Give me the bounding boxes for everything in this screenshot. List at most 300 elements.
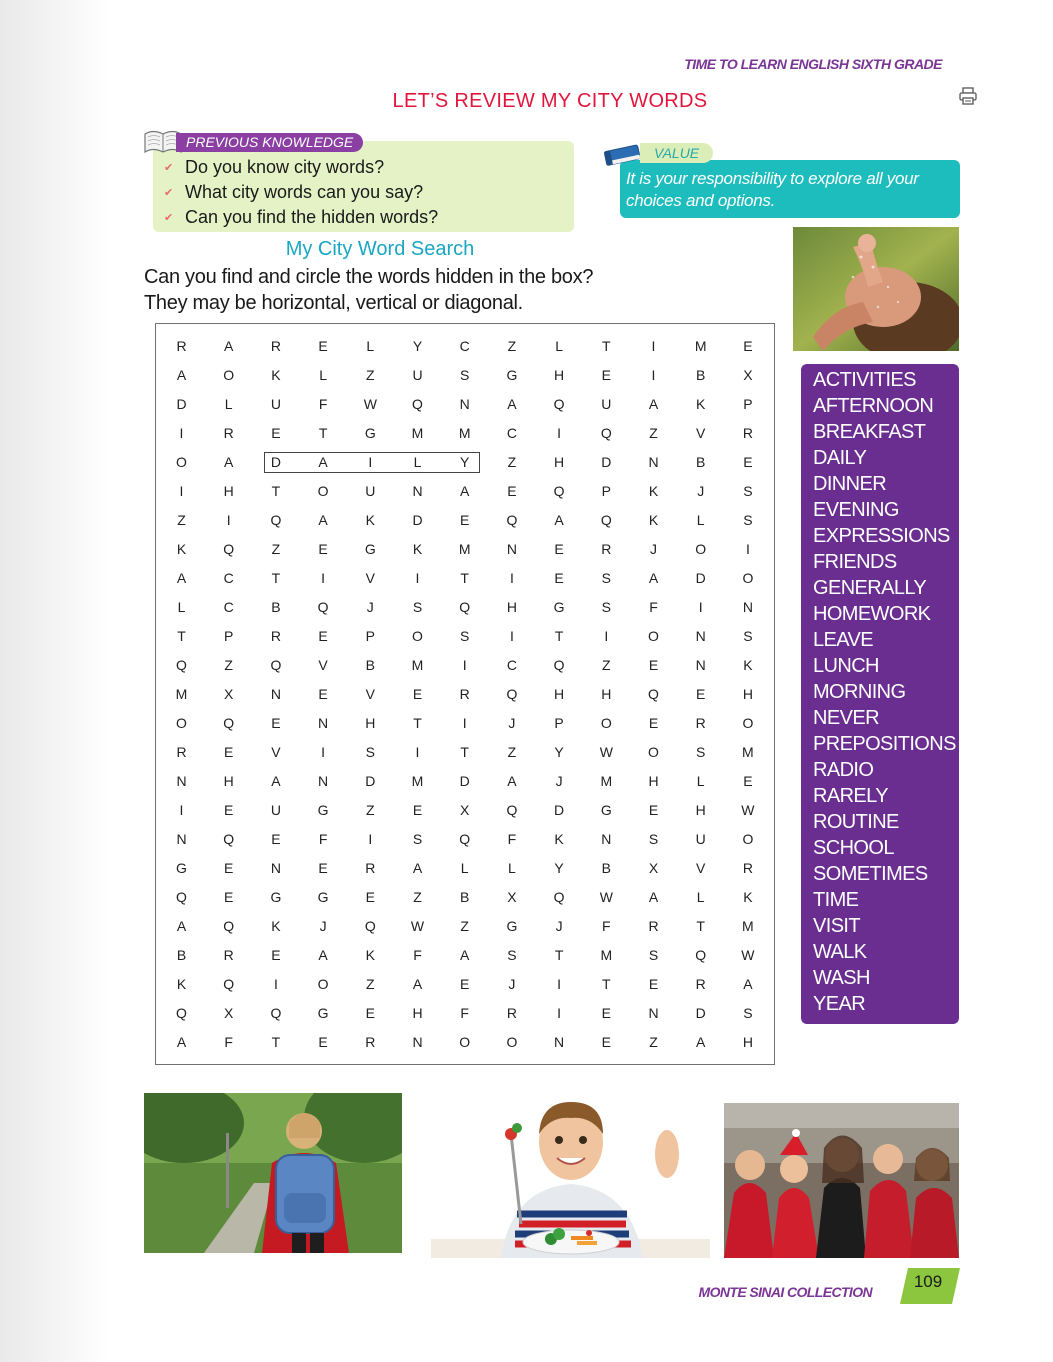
grid-letter[interactable]: A [507, 396, 517, 412]
grid-letter[interactable]: M [411, 773, 424, 789]
grid-letter[interactable]: S [743, 1005, 753, 1021]
grid-letter[interactable]: A [412, 976, 423, 992]
grid-letter[interactable]: E [648, 976, 659, 992]
grid-letter[interactable]: L [696, 773, 705, 789]
grid-letter[interactable]: Q [223, 541, 235, 557]
grid-letter[interactable]: I [557, 976, 562, 992]
grid-letter[interactable]: U [270, 396, 281, 412]
grid-letter[interactable]: I [415, 570, 420, 586]
grid-letter[interactable]: D [270, 454, 281, 470]
grid-letter[interactable]: V [365, 686, 375, 702]
grid-letter[interactable]: A [176, 367, 187, 383]
grid-letter[interactable]: G [176, 860, 187, 876]
grid-letter[interactable]: H [506, 599, 517, 615]
grid-letter[interactable]: G [317, 889, 329, 905]
grid-letter[interactable]: K [743, 657, 753, 673]
grid-letter[interactable]: M [694, 338, 707, 354]
grid-letter[interactable]: D [459, 773, 470, 789]
grid-letter[interactable]: P [601, 483, 611, 499]
grid-letter[interactable]: O [176, 715, 187, 731]
grid-letter[interactable]: G [600, 802, 612, 818]
grid-letter[interactable]: T [554, 947, 564, 963]
grid-letter[interactable]: S [648, 947, 659, 963]
grid-letter[interactable]: K [176, 976, 187, 992]
grid-letter[interactable]: P [224, 628, 234, 644]
grid-letter[interactable]: E [554, 570, 564, 586]
grid-letter[interactable]: J [555, 773, 563, 789]
grid-letter[interactable]: Z [649, 1034, 658, 1050]
grid-letter[interactable]: A [554, 512, 564, 528]
grid-letter[interactable]: B [271, 599, 281, 615]
grid-letter[interactable]: A [224, 454, 234, 470]
grid-letter[interactable]: I [321, 570, 326, 586]
grid-letter[interactable]: J [555, 918, 563, 934]
grid-letter[interactable]: E [271, 715, 281, 731]
grid-letter[interactable]: G [317, 802, 329, 818]
grid-letter[interactable]: I [557, 425, 562, 441]
grid-letter[interactable]: Q [317, 599, 329, 615]
grid-letter[interactable]: J [650, 541, 657, 557]
grid-letter[interactable]: Q [600, 425, 612, 441]
grid-letter[interactable]: E [743, 773, 753, 789]
grid-letter[interactable]: S [412, 599, 423, 615]
grid-letter[interactable]: E [743, 338, 753, 354]
grid-letter[interactable]: H [554, 686, 565, 702]
grid-letter[interactable]: R [695, 976, 706, 992]
grid-letter[interactable]: I [604, 628, 609, 644]
grid-letter[interactable]: W [599, 744, 613, 760]
grid-letter[interactable]: R [601, 541, 612, 557]
grid-letter[interactable]: Q [459, 599, 471, 615]
grid-letter[interactable]: A [176, 570, 187, 586]
grid-letter[interactable]: J [508, 715, 516, 731]
grid-letter[interactable]: Q [459, 831, 471, 847]
grid-letter[interactable]: L [224, 396, 233, 412]
grid-letter[interactable]: E [224, 744, 234, 760]
grid-letter[interactable]: O [742, 715, 754, 731]
grid-letter[interactable]: S [648, 831, 659, 847]
grid-letter[interactable]: R [223, 425, 234, 441]
grid-letter[interactable]: H [648, 773, 659, 789]
grid-letter[interactable]: E [365, 889, 375, 905]
grid-letter[interactable]: V [696, 425, 706, 441]
grid-letter[interactable]: T [460, 744, 469, 760]
grid-letter[interactable]: E [224, 802, 234, 818]
grid-letter[interactable]: Q [506, 686, 518, 702]
grid-letter[interactable]: I [368, 831, 373, 847]
grid-letter[interactable]: A [648, 396, 659, 412]
grid-letter[interactable]: Q [648, 686, 659, 702]
grid-letter[interactable]: G [506, 367, 518, 383]
grid-letter[interactable]: Y [554, 744, 564, 760]
grid-letter[interactable]: S [460, 628, 470, 644]
grid-letter[interactable]: E [412, 802, 423, 818]
grid-letter[interactable]: Q [270, 512, 282, 528]
grid-letter[interactable]: Q [223, 918, 235, 934]
grid-letter[interactable]: R [742, 425, 753, 441]
grid-letter[interactable]: A [318, 454, 328, 470]
grid-letter[interactable]: Z [649, 425, 658, 441]
grid-letter[interactable]: P [365, 628, 375, 644]
grid-letter[interactable]: D [412, 512, 423, 528]
grid-letter[interactable]: R [176, 338, 187, 354]
grid-letter[interactable]: B [365, 657, 375, 673]
grid-letter[interactable]: I [698, 599, 703, 615]
grid-letter[interactable]: G [506, 918, 518, 934]
grid-letter[interactable]: L [696, 512, 705, 528]
grid-letter[interactable]: K [554, 831, 564, 847]
grid-letter[interactable]: E [460, 512, 470, 528]
grid-letter[interactable]: E [601, 1005, 611, 1021]
grid-letter[interactable]: V [696, 860, 706, 876]
grid-letter[interactable]: F [413, 947, 422, 963]
grid-letter[interactable]: N [412, 1034, 423, 1050]
grid-letter[interactable]: J [319, 918, 327, 934]
grid-letter[interactable]: E [554, 541, 564, 557]
grid-letter[interactable]: R [365, 1034, 376, 1050]
grid-letter[interactable]: Q [176, 657, 187, 673]
grid-letter[interactable]: O [695, 541, 707, 557]
grid-letter[interactable]: E [365, 1005, 375, 1021]
grid-letter[interactable]: M [411, 425, 424, 441]
grid-letter[interactable]: G [364, 425, 376, 441]
grid-letter[interactable]: L [460, 860, 469, 876]
grid-letter[interactable]: H [554, 454, 565, 470]
grid-letter[interactable]: N [176, 773, 187, 789]
grid-letter[interactable]: R [506, 1005, 517, 1021]
grid-letter[interactable]: U [601, 396, 612, 412]
grid-letter[interactable]: K [271, 918, 281, 934]
grid-letter[interactable]: T [271, 570, 281, 586]
grid-letter[interactable]: Y [554, 860, 564, 876]
grid-letter[interactable]: I [509, 570, 514, 586]
grid-letter[interactable]: Z [366, 976, 375, 992]
grid-letter[interactable]: N [459, 396, 470, 412]
grid-letter[interactable]: H [554, 367, 565, 383]
grid-letter[interactable]: G [364, 541, 376, 557]
grid-letter[interactable]: U [270, 802, 281, 818]
grid-letter[interactable]: E [318, 541, 328, 557]
grid-letter[interactable]: Q [223, 976, 235, 992]
grid-letter[interactable]: V [365, 570, 375, 586]
grid-letter[interactable]: T [602, 338, 611, 354]
grid-letter[interactable]: I [745, 541, 750, 557]
grid-letter[interactable]: W [410, 918, 425, 934]
grid-letter[interactable]: I [462, 657, 467, 673]
grid-letter[interactable]: Z [271, 541, 281, 557]
grid-letter[interactable]: T [413, 715, 422, 731]
grid-letter[interactable]: E [412, 686, 423, 702]
grid-letter[interactable]: Z [366, 367, 375, 383]
grid-letter[interactable]: O [459, 1034, 471, 1050]
grid-letter[interactable]: E [648, 802, 659, 818]
grid-letter[interactable]: R [742, 860, 753, 876]
grid-letter[interactable]: S [601, 570, 611, 586]
grid-letter[interactable]: A [176, 918, 187, 934]
grid-letter[interactable]: E [601, 1034, 611, 1050]
grid-letter[interactable]: I [273, 976, 278, 992]
grid-letter[interactable]: L [177, 599, 186, 615]
grid-letter[interactable]: S [601, 599, 611, 615]
grid-letter[interactable]: C [506, 425, 517, 441]
grid-letter[interactable]: E [460, 976, 470, 992]
grid-letter[interactable]: O [317, 483, 329, 499]
grid-letter[interactable]: T [554, 628, 564, 644]
grid-letter[interactable]: X [460, 802, 470, 818]
grid-letter[interactable]: E [271, 947, 281, 963]
grid-letter[interactable]: I [226, 512, 231, 528]
grid-letter[interactable]: Q [412, 396, 423, 412]
grid-letter[interactable]: R [648, 918, 659, 934]
grid-letter[interactable]: T [460, 570, 469, 586]
grid-letter[interactable]: I [179, 483, 184, 499]
grid-letter[interactable]: I [509, 628, 514, 644]
grid-letter[interactable]: S [743, 512, 753, 528]
grid-letter[interactable]: O [648, 628, 659, 644]
grid-letter[interactable]: N [554, 1034, 565, 1050]
grid-letter[interactable]: N [695, 628, 706, 644]
grid-letter[interactable]: Q [553, 396, 565, 412]
grid-letter[interactable]: B [460, 889, 470, 905]
grid-letter[interactable]: M [411, 657, 424, 673]
grid-letter[interactable]: K [412, 541, 423, 557]
grid-letter[interactable]: H [223, 483, 234, 499]
grid-letter[interactable]: Z [507, 338, 517, 354]
grid-letter[interactable]: Q [270, 1005, 282, 1021]
grid-letter[interactable]: E [224, 860, 234, 876]
grid-letter[interactable]: N [742, 599, 753, 615]
grid-letter[interactable]: E [318, 686, 328, 702]
grid-letter[interactable]: H [412, 1005, 423, 1021]
grid-letter[interactable]: N [318, 715, 329, 731]
grid-letter[interactable]: S [412, 831, 423, 847]
grid-letter[interactable]: O [223, 367, 235, 383]
grid-letter[interactable]: E [271, 831, 281, 847]
grid-letter[interactable]: Q [270, 657, 282, 673]
grid-letter[interactable]: J [366, 599, 374, 615]
grid-letter[interactable]: C [506, 657, 517, 673]
grid-letter[interactable]: I [179, 425, 184, 441]
grid-letter[interactable]: A [696, 1034, 706, 1050]
grid-letter[interactable]: M [458, 541, 471, 557]
grid-letter[interactable]: E [648, 657, 659, 673]
grid-letter[interactable]: A [271, 773, 281, 789]
grid-letter[interactable]: E [318, 860, 328, 876]
grid-letter[interactable]: N [270, 686, 281, 702]
grid-letter[interactable]: N [648, 1005, 659, 1021]
grid-letter[interactable]: W [741, 947, 755, 963]
grid-letter[interactable]: E [743, 454, 753, 470]
grid-letter[interactable]: W [741, 802, 755, 818]
grid-letter[interactable]: X [743, 367, 753, 383]
grid-letter[interactable]: B [696, 367, 706, 383]
grid-letter[interactable]: O [648, 744, 659, 760]
grid-letter[interactable]: T [177, 628, 186, 644]
grid-letter[interactable]: Q [553, 483, 565, 499]
grid-letter[interactable]: E [648, 715, 659, 731]
grid-letter[interactable]: R [695, 715, 706, 731]
grid-letter[interactable]: S [365, 744, 375, 760]
grid-letter[interactable]: L [507, 860, 516, 876]
grid-letter[interactable]: F [224, 1034, 233, 1050]
grid-letter[interactable]: F [318, 396, 328, 412]
grid-letter[interactable]: I [179, 802, 184, 818]
grid-letter[interactable]: D [601, 454, 612, 470]
grid-letter[interactable]: O [176, 454, 187, 470]
grid-letter[interactable]: N [648, 454, 659, 470]
grid-letter[interactable]: Z [413, 889, 422, 905]
grid-letter[interactable]: H [695, 802, 706, 818]
grid-letter[interactable]: L [319, 367, 327, 383]
grid-letter[interactable]: K [696, 396, 706, 412]
grid-letter[interactable]: U [412, 367, 423, 383]
grid-letter[interactable]: I [368, 454, 373, 470]
grid-letter[interactable]: G [553, 599, 565, 615]
grid-letter[interactable]: E [318, 628, 328, 644]
grid-letter[interactable]: E [601, 367, 611, 383]
grid-letter[interactable]: I [415, 744, 420, 760]
grid-letter[interactable]: E [507, 483, 517, 499]
grid-letter[interactable]: G [317, 1005, 329, 1021]
grid-letter[interactable]: E [271, 425, 281, 441]
grid-letter[interactable]: Y [412, 338, 423, 354]
grid-letter[interactable]: S [743, 483, 753, 499]
grid-letter[interactable]: T [271, 1034, 281, 1050]
grid-letter[interactable]: N [176, 831, 187, 847]
grid-letter[interactable]: O [742, 831, 754, 847]
grid-letter[interactable]: W [363, 396, 377, 412]
grid-letter[interactable]: E [318, 1034, 328, 1050]
grid-letter[interactable]: L [555, 338, 563, 354]
grid-letter[interactable]: A [318, 512, 328, 528]
grid-letter[interactable]: V [318, 657, 328, 673]
grid-letter[interactable]: A [412, 860, 423, 876]
grid-letter[interactable]: K [743, 889, 753, 905]
grid-letter[interactable]: Z [602, 657, 611, 673]
grid-letter[interactable]: C [223, 599, 234, 615]
grid-letter[interactable]: R [365, 860, 376, 876]
grid-letter[interactable]: F [602, 918, 611, 934]
grid-letter[interactable]: B [696, 454, 706, 470]
grid-letter[interactable]: M [600, 773, 613, 789]
grid-letter[interactable]: I [651, 338, 656, 354]
grid-letter[interactable]: K [176, 541, 187, 557]
grid-letter[interactable]: M [175, 686, 188, 702]
grid-letter[interactable]: A [176, 1034, 187, 1050]
grid-letter[interactable]: Q [176, 1005, 187, 1021]
grid-letter[interactable]: O [506, 1034, 518, 1050]
grid-letter[interactable]: F [318, 831, 328, 847]
grid-letter[interactable]: H [223, 773, 234, 789]
grid-letter[interactable]: C [459, 338, 470, 354]
grid-letter[interactable]: Q [553, 889, 565, 905]
grid-letter[interactable]: Q [600, 512, 612, 528]
grid-letter[interactable]: V [271, 744, 281, 760]
grid-letter[interactable]: A [743, 976, 753, 992]
grid-letter[interactable]: M [742, 918, 754, 934]
grid-letter[interactable]: Z [507, 454, 517, 470]
grid-letter[interactable]: K [365, 512, 375, 528]
grid-letter[interactable]: U [365, 483, 376, 499]
grid-letter[interactable]: T [318, 425, 328, 441]
grid-letter[interactable]: L [696, 889, 705, 905]
grid-letter[interactable]: L [366, 338, 375, 354]
print-icon[interactable] [958, 86, 978, 106]
grid-letter[interactable]: T [271, 483, 281, 499]
grid-letter[interactable]: Z [177, 512, 186, 528]
grid-letter[interactable]: Q [695, 947, 707, 963]
grid-letter[interactable]: T [696, 918, 705, 934]
grid-letter[interactable]: N [601, 831, 612, 847]
grid-letter[interactable]: D [176, 396, 187, 412]
grid-letter[interactable]: O [412, 628, 423, 644]
grid-letter[interactable]: O [317, 976, 329, 992]
grid-letter[interactable]: Z [507, 744, 517, 760]
grid-letter[interactable]: W [599, 889, 613, 905]
grid-letter[interactable]: H [742, 686, 753, 702]
grid-letter[interactable]: E [318, 338, 328, 354]
grid-letter[interactable]: P [554, 715, 564, 731]
grid-letter[interactable]: I [321, 744, 326, 760]
grid-letter[interactable]: S [507, 947, 517, 963]
grid-letter[interactable]: O [742, 570, 754, 586]
grid-letter[interactable]: P [743, 396, 753, 412]
grid-letter[interactable]: D [365, 773, 376, 789]
grid-letter[interactable]: X [224, 1005, 234, 1021]
grid-letter[interactable]: M [742, 744, 754, 760]
grid-letter[interactable]: H [601, 686, 612, 702]
grid-letter[interactable]: A [460, 947, 470, 963]
grid-letter[interactable]: N [695, 657, 706, 673]
grid-letter[interactable]: S [743, 628, 753, 644]
grid-letter[interactable]: Z [460, 918, 469, 934]
grid-letter[interactable]: N [270, 860, 281, 876]
grid-letter[interactable]: Y [460, 454, 470, 470]
grid-letter[interactable]: A [318, 947, 328, 963]
grid-letter[interactable]: Z [224, 657, 233, 673]
grid-letter[interactable]: B [176, 947, 187, 963]
grid-letter[interactable]: Q [553, 657, 565, 673]
grid-letter[interactable]: R [270, 628, 281, 644]
grid-letter[interactable]: R [176, 744, 187, 760]
grid-letter[interactable]: Q [223, 831, 235, 847]
grid-letter[interactable]: L [413, 454, 422, 470]
grid-letter[interactable]: D [554, 802, 565, 818]
grid-letter[interactable]: N [318, 773, 329, 789]
grid-letter[interactable]: I [651, 367, 656, 383]
grid-letter[interactable]: N [506, 541, 517, 557]
grid-letter[interactable]: K [271, 367, 281, 383]
grid-letter[interactable]: R [459, 686, 470, 702]
grid-letter[interactable]: D [695, 570, 706, 586]
grid-letter[interactable]: A [507, 773, 517, 789]
grid-letter[interactable]: Z [366, 802, 375, 818]
grid-letter[interactable]: J [508, 976, 516, 992]
grid-letter[interactable]: I [557, 1005, 562, 1021]
grid-letter[interactable]: X [507, 889, 517, 905]
grid-letter[interactable]: Q [506, 512, 518, 528]
grid-letter[interactable]: A [648, 570, 659, 586]
grid-letter[interactable]: K [365, 947, 375, 963]
grid-letter[interactable]: R [223, 947, 234, 963]
grid-letter[interactable]: R [270, 338, 281, 354]
grid-letter[interactable]: H [742, 1034, 753, 1050]
grid-letter[interactable]: O [600, 715, 612, 731]
grid-letter[interactable]: N [412, 483, 423, 499]
grid-letter[interactable]: A [648, 889, 659, 905]
grid-letter[interactable]: Q [364, 918, 376, 934]
grid-letter[interactable]: E [224, 889, 234, 905]
